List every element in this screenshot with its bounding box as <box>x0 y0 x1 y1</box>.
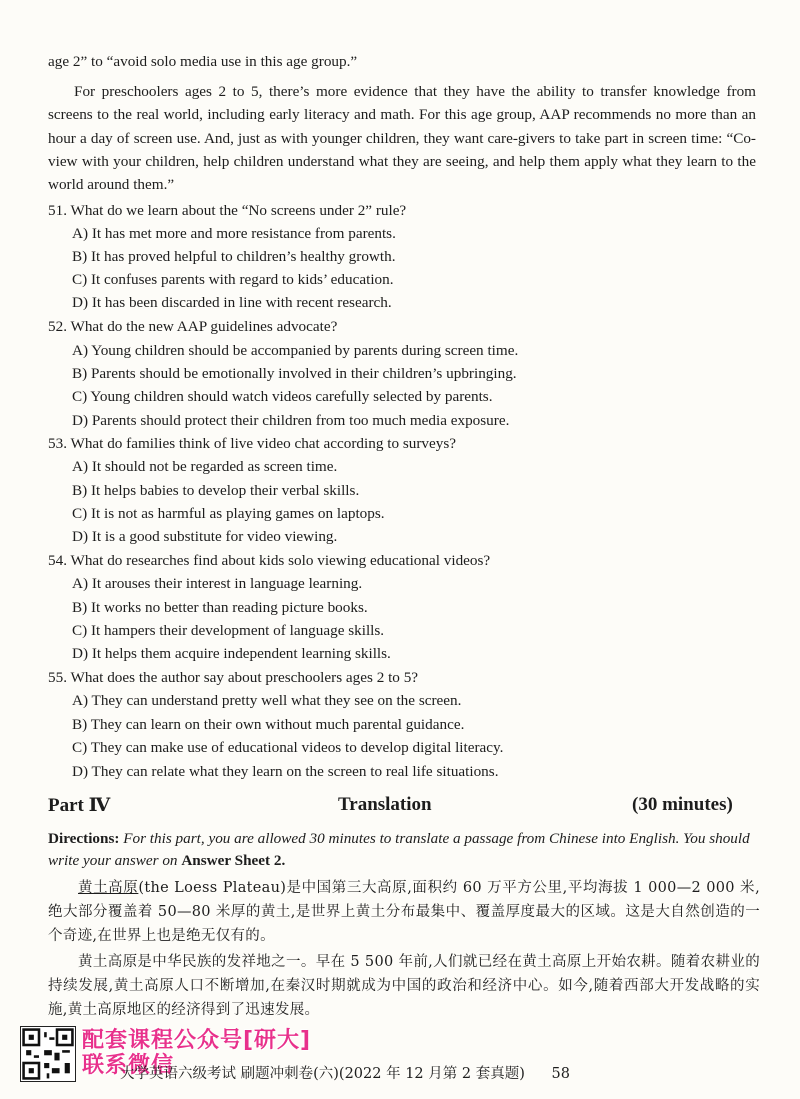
passage-paragraph: For preschoolers ages 2 to 5, there’s more evidence that they have the ability to transfer knowledge from screens to the real world, including early literacy and math. For this age group, AAP recommends no more than an hour a day of screen use. And, just as with younger children, they want care-givers to take part in screen time: “Co-view with your children, help children understand what they are seeing, and help them apply what they learn to the world around them.” <box>48 83 756 194</box>
part-title: Translation <box>338 794 432 815</box>
page-number: 58 <box>551 1066 570 1082</box>
question-55-option-b: B) They can learn on their own without much parental guidance. <box>72 716 465 733</box>
question-53: 53. What do families think of live video chat according to surveys? <box>48 435 456 452</box>
promo-line-1: 配套课程公众号[研大] <box>82 1028 312 1053</box>
question-53-option-d: D) It is a good substitute for video viewing. <box>72 528 338 545</box>
question-53-option-a: A) It should not be regarded as screen time. <box>72 458 338 475</box>
question-51-option-d: D) It has been discarded in line with recent research. <box>72 294 392 311</box>
question-55-option-c: C) They can make use of educational videos to develop digital literacy. <box>72 739 504 756</box>
directions <box>48 828 760 872</box>
question-51-option-b: B) It has proved helpful to children’s healthy growth. <box>72 248 396 265</box>
question-53-option-c: C) It is not as harmful as playing games on laptops. <box>72 505 385 522</box>
question-52-option-a: A) Young children should be accompanied by parents during screen time. <box>72 342 519 359</box>
question-51-option-c: C) It confuses parents with regard to kids’ education. <box>72 271 394 288</box>
question-51-option-a: A) It has met more and more resistance from parents. <box>72 225 396 242</box>
question-55-option-a: A) They can understand pretty well what they see on the screen. <box>72 692 462 709</box>
question-54: 54. What do researches find about kids solo viewing educational videos? <box>48 552 491 569</box>
question-54-option-a: A) It arouses their interest in language learning. <box>72 575 363 592</box>
part-time: (30 minutes) <box>632 794 733 815</box>
directions-text: For this part, you are allowed 30 minutes to translate a passage from Chinese into English. You should write your answer on <box>48 830 750 869</box>
promo-line-2: 联系微信 <box>82 1053 175 1078</box>
directions-answer-sheet: Answer Sheet 2. <box>181 852 286 869</box>
question-52: 52. What do the new AAP guidelines advocate? <box>48 318 338 335</box>
question-54-option-c: C) It hampers their development of language skills. <box>72 622 385 639</box>
question-52-option-c: C) Young children should watch videos carefully selected by parents. <box>72 388 493 405</box>
page-footer <box>20 1026 780 1086</box>
part-label: Part Ⅳ <box>48 795 111 816</box>
question-55: 55. What does the author say about preschoolers ages 2 to 5? <box>48 669 419 686</box>
footer-caption: 大学英语六级考试 刷题冲刺卷(六)(2022 年 12 月第 2 套真题) <box>120 1066 525 1082</box>
passage-continuation-line: age 2” to “avoid solo media use in this age group.” <box>48 53 358 70</box>
translation-term: 黄土高原 <box>78 880 139 896</box>
question-55-option-d: D) They can relate what they learn on the screen to real life situations. <box>72 763 499 780</box>
translation-paragraph-2: 黄土高原是中华民族的发祥地之一。早在 5 500 年前,人们就已经在黄土高原上开始农耕。随着农耕业的持续发展,黄土高原人口不断增加,在秦汉时期就成为中国的政治和经济中心。如今,随着西部大开发战略的实施,黄土高原地区的经济得到了迅速发展。 <box>48 954 760 1018</box>
question-51: 51. What do we learn about the “No screens under 2” rule? <box>48 202 407 219</box>
question-54-option-b: B) It works no better than reading picture books. <box>72 599 368 616</box>
question-52-option-d: D) Parents should protect their children from too much media exposure. <box>72 412 510 429</box>
page-caption <box>120 1062 570 1083</box>
translation-paragraph-1-text: (the Loess Plateau)是中国第三大高原,面积约 60 万平方公里,平均海拔 1 000—2 000 米,绝大部分覆盖着 50—80 米厚的黄土,是世界上黄土分布最集中、覆盖厚度最大的区域。这是大自然创造的一个奇迹,在世界上也是绝无仅有的。 <box>48 880 760 944</box>
directions-lead: Directions: <box>48 830 120 847</box>
question-53-option-b: B) It helps babies to develop their verbal skills. <box>72 482 360 499</box>
question-52-option-b: B) Parents should be emotionally involved in their children’s upbringing. <box>72 365 517 382</box>
translation-paragraph-1 <box>48 876 760 948</box>
question-54-option-d: D) It helps them acquire independent learning skills. <box>72 645 391 662</box>
qr-code-icon <box>20 1026 76 1082</box>
